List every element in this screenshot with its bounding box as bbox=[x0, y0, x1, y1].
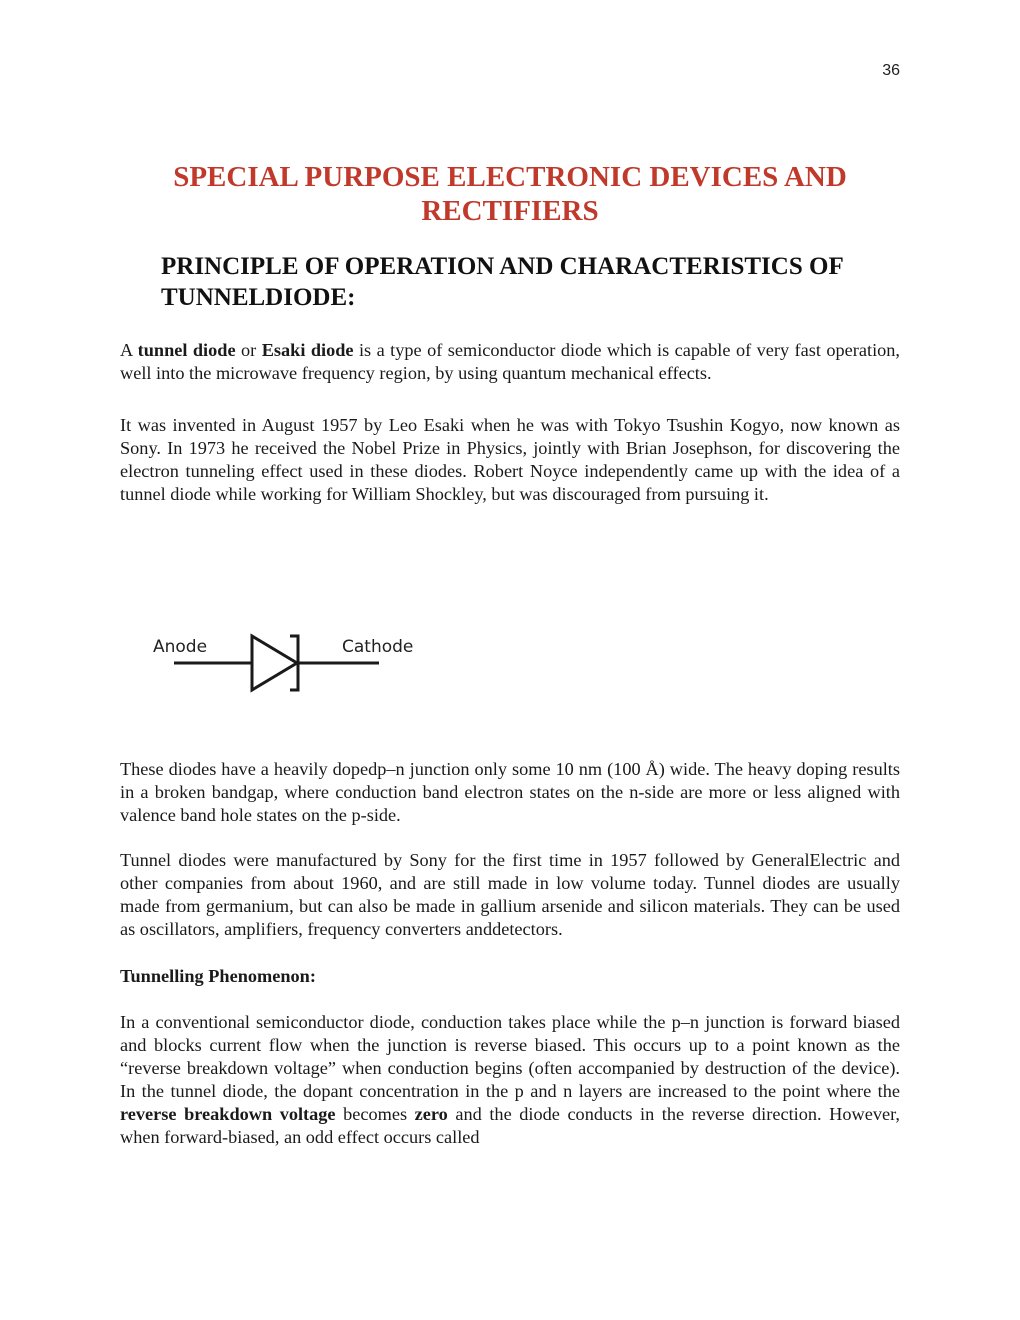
term-tunnel-diode: tunnel diode bbox=[137, 340, 236, 360]
section-title bbox=[161, 251, 903, 313]
page-number: 36 bbox=[882, 62, 900, 79]
intro-text-3: is a type of semiconductor diode which is capable of very fast operation, well into the microwave frequency region, by using quantum mechanical effects. bbox=[120, 340, 901, 383]
term-zero: zero bbox=[414, 1104, 448, 1124]
term-reverse-breakdown-voltage: reverse breakdown voltage bbox=[120, 1104, 336, 1124]
intro-text-2: or bbox=[235, 340, 262, 360]
paragraph-manufacture: Tunnel diodes were manufactured by Sony for the first time in 1957 followed by GeneralElectric and other companies from about 1960, and are still made in low volume today. Tunnel diodes are usually made from germanium, but can also be made in gallium arsenide and silicon materials. They can be used as oscillators, amplifiers, frequency converters anddetectors. bbox=[120, 850, 900, 939]
paragraph-doping: These diodes have a heavily dopedp–n junction only some 10 nm (100 Å) wide. The heavy doping results in a broken bandgap, where conduction band electron states on the n-side are more or less aligned with valence band hole states on the p-side. bbox=[120, 759, 900, 825]
subheading-tunnelling-phenomenon: Tunnelling Phenomenon: bbox=[120, 966, 316, 986]
cathode-label: Cathode bbox=[342, 637, 414, 657]
main-title-line-1: SPECIAL PURPOSE ELECTRONIC DEVICES AND bbox=[173, 161, 847, 193]
section-title-line-2: TUNNELDIODE: bbox=[161, 284, 356, 311]
diode-triangle bbox=[252, 636, 297, 690]
tunnelling-text-1: In a conventional semiconductor diode, conduction takes place while the p–n junction is forward biased and blocks current flow when the junction is reverse biased. This occurs up to a point known as the “reverse breakdown voltage” when conduction begins (often accompanied by destruction of the device). In the tunnel diode, the dopant concentration in the p and n layers are increased to the point where the bbox=[120, 1012, 900, 1101]
intro-text-1: A bbox=[120, 340, 138, 360]
tunnelling-text-2: becomes bbox=[335, 1104, 415, 1124]
paragraph-tunnelling bbox=[120, 1011, 900, 1149]
section-title-line-1: PRINCIPLE OF OPERATION AND CHARACTERISTICS OF bbox=[161, 253, 844, 280]
main-title-line-2: RECTIFIERS bbox=[421, 195, 599, 227]
main-title bbox=[120, 160, 900, 228]
tunnelling-text-3: and the diode conducts in the reverse direction. However, when forward-biased, an odd effect occurs called bbox=[120, 1104, 900, 1147]
diode-symbol-svg bbox=[150, 628, 430, 698]
cathode-bar bbox=[290, 636, 298, 690]
paragraph-history: It was invented in August 1957 by Leo Esaki when he was with Tokyo Tsushin Kogyo, now known as Sony. In 1973 he received the Nobel Prize in Physics, jointly with Brian Josephson, for discovering the electron tunneling effect used in these diodes. Robert Noyce independently came up with the idea of a tunnel diode while working for William Shockley, but was discouraged from pursuing it. bbox=[120, 415, 900, 504]
tunnel-diode-symbol-figure bbox=[150, 628, 430, 698]
term-esaki-diode: Esaki diode bbox=[261, 340, 354, 360]
paragraph-tunnel-diode-intro bbox=[120, 339, 900, 385]
anode-label: Anode bbox=[153, 637, 208, 657]
